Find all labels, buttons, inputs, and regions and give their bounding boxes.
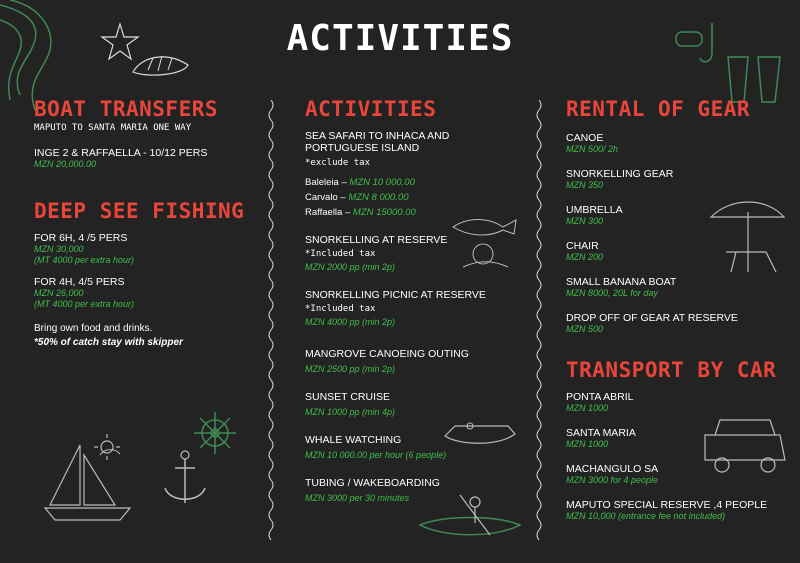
transport-item-label: PONTA ABRIL [566, 391, 634, 403]
safari-boat-price: MZN 15000.00 [352, 207, 416, 218]
transport-item-label: MAPUTO SPECIAL RESERVE ,4 PEOPLE [566, 499, 768, 511]
activity-price: MZN 2000 pp (min 2p) [305, 262, 396, 272]
transport-item-price: MZN 10,000 (entrance fee not included) [566, 511, 726, 521]
rental-item [566, 240, 781, 263]
sea-safari-tax: *exclude tax [305, 158, 371, 168]
activity-label: SNORKELLING PICNIC AT RESERVE [305, 289, 486, 301]
activity-tax: *Included tax [305, 304, 376, 314]
rental-item-label: CANOE [566, 132, 604, 144]
safari-boat-name: Carvalo [305, 192, 338, 203]
safari-boat-price: MZN 10 000.00 [349, 177, 415, 188]
rental-item [566, 168, 781, 191]
activity-price: MZN 1000 pp (min 4p) [305, 407, 396, 417]
fishing-item-extra: (MT 4000 per extra hour) [34, 299, 135, 309]
transport-item-label: SANTA MARIA [566, 427, 636, 439]
rental-item [566, 312, 781, 335]
transport-item [566, 391, 781, 414]
fishing-item-price: MZN 30,000 [34, 244, 84, 254]
transport-item-price: MZN 1000 [566, 403, 609, 413]
fishing-item [34, 232, 259, 266]
activity-price: MZN 3000 per 30 minutes [305, 493, 410, 503]
column-left [34, 96, 259, 350]
boat-transfer-price: MZN 20,000.00 [34, 159, 97, 169]
fishing-item-label: FOR 6H, 4 /5 PERS [34, 232, 128, 244]
transport-item [566, 499, 781, 522]
boat-transfer-item: INGE 2 & RAFFAELLA - 10/12 PERS [34, 147, 208, 159]
rental-item-price: MZN 8000, 20L for day [566, 288, 658, 298]
transport-item-label: MACHANGULO SA [566, 463, 659, 475]
activity-tax: *Included tax [305, 249, 376, 259]
deep-see-fishing-heading: DEEP SEE FISHING [34, 199, 245, 223]
column-middle [305, 96, 530, 504]
rental-of-gear-heading: RENTAL OF GEAR [566, 97, 751, 121]
rental-item-label: CHAIR [566, 240, 599, 252]
rental-item-price: MZN 350 [566, 180, 604, 190]
column-divider-right [535, 100, 543, 540]
activity-price: MZN 10 000.00 per hour (6 people) [305, 450, 447, 460]
fishing-item-price: MZN 26,000 [34, 288, 84, 298]
activity-label: TUBING / WAKEBOARDING [305, 477, 440, 489]
column-right [566, 96, 781, 522]
activity-label: WHALE WATCHING [305, 434, 402, 446]
rental-item-price: MZN 500 [566, 324, 604, 334]
sea-safari-label: SEA SAFARI TO INHACA AND PORTUGUESE ISLAND [305, 130, 450, 154]
safari-boat-row: Carvalo – MZN 8 000.00 [305, 192, 409, 203]
safari-boat-row: Raffaella – MZN 15000.00 [305, 207, 416, 218]
safari-boat-name: Raffaella [305, 207, 343, 218]
activity-label: SNORKELLING AT RESERVE [305, 234, 448, 246]
rental-item-price: MZN 200 [566, 252, 604, 262]
boat-transfers-heading: BOAT TRANSFERS [34, 97, 219, 121]
fishing-item [34, 276, 259, 310]
rental-item-label: UMBRELLA [566, 204, 623, 216]
transport-by-car-heading: TRANSPORT BY CAR [566, 358, 777, 382]
fishing-item-extra: (MT 4000 per extra hour) [34, 255, 135, 265]
fishing-note: Bring own food and drinks. [34, 323, 153, 334]
anchor-icon [160, 448, 210, 508]
column-divider-left [267, 100, 275, 540]
rental-item [566, 276, 781, 299]
rental-item-label: DROP OFF OF GEAR AT RESERVE [566, 312, 738, 324]
sailboat-icon [40, 440, 140, 525]
activity-price: MZN 4000 pp (min 2p) [305, 317, 396, 327]
boat-transfers-route: MAPUTO TO SANTA MARIA ONE WAY [34, 123, 192, 133]
rental-item-price: MZN 500/ 2h [566, 144, 619, 154]
fishing-catch-note: *50% of catch stay with skipper [34, 337, 183, 348]
safari-boat-row: Baleleia – MZN 10 000.00 [305, 177, 415, 188]
page-title: ACTIVITIES [286, 18, 514, 59]
activity-label: MANGROVE CANOEING OUTING [305, 348, 469, 360]
safari-boat-name: Baleleia [305, 177, 339, 188]
transport-item-price: MZN 1000 [566, 439, 609, 449]
safari-boat-price: MZN 8 000.00 [348, 192, 409, 203]
activity-price: MZN 2500 pp (min 2p) [305, 364, 396, 374]
rental-item-price: MZN 300 [566, 216, 604, 226]
rental-item [566, 132, 781, 155]
fishing-item-label: FOR 4H, 4/5 PERS [34, 276, 125, 288]
rental-item-label: SMALL BANANA BOAT [566, 276, 677, 288]
activities-heading: ACTIVITIES [305, 97, 437, 121]
rental-item [566, 204, 781, 227]
transport-item [566, 463, 781, 486]
transport-item [566, 427, 781, 450]
rental-item-label: SNORKELLING GEAR [566, 168, 674, 180]
transport-item-price: MZN 3000 for 4 people [566, 475, 659, 485]
activity-label: SUNSET CRUISE [305, 391, 390, 403]
